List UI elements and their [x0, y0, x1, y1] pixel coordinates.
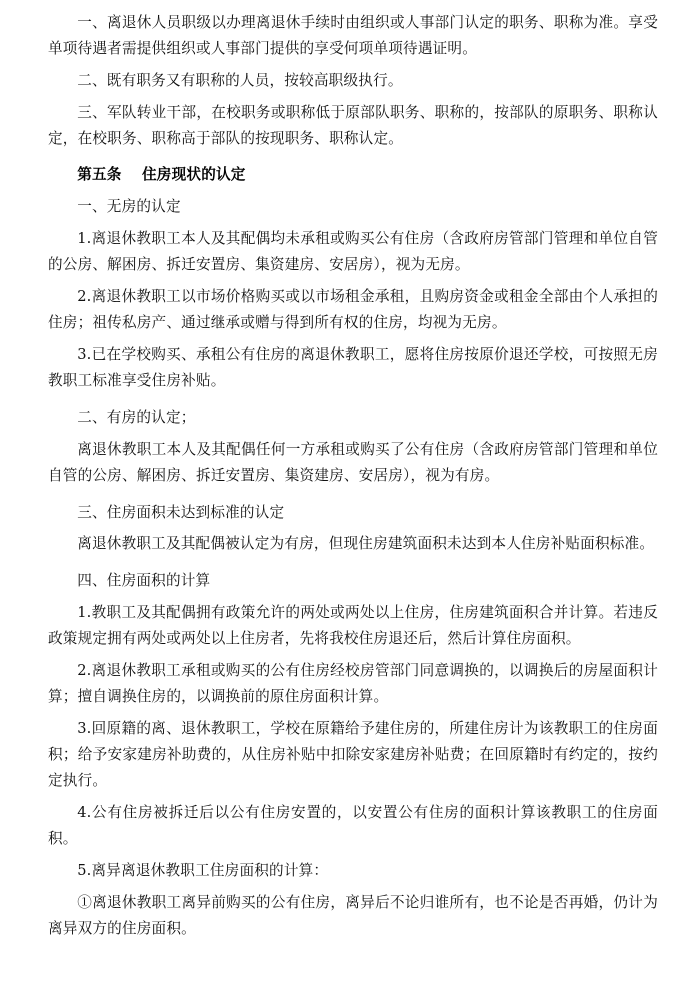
document-body [48, 10, 658, 942]
paragraph: 1.离退休教职工本人及其配偶均未承租或购买公有住房（含政府房管部门管理和单位自管的公房、解困房、拆迁安置房、集资建房、安居房），视为无房。 [48, 229, 658, 273]
section-number: 第五条 [77, 165, 122, 183]
spacer [48, 559, 658, 568]
subheading: 二、有房的认定； [77, 408, 196, 426]
paragraph: 3.已在学校购买、承租公有住房的离退休教职工，愿将住房按原价退还学校，可按照无房教职工标准享受住房补贴。 [48, 345, 658, 389]
paragraph: 4.公有住房被拆迁后以公有住房安置的，以安置公有住房的面积计算该教职工的住房面积。 [48, 804, 658, 848]
paragraph: 离退休教职工本人及其配偶任何一方承租或购买了公有住房（含政府房管部门管理和单位自管的公房、解困房、拆迁安置房、集资建房、安居房），视为有房。 [48, 440, 658, 484]
subheading: 一、无房的认定 [77, 197, 181, 215]
spacer [48, 491, 658, 500]
spacer [48, 396, 658, 405]
section-heading [48, 162, 658, 188]
paragraph: 三、军队转业干部，在校职务或职称低于原部队职务、职称的，按部队的原职务、职称认定，在校职务、职称高于部队的按现职务、职称认定。 [48, 103, 658, 147]
paragraph: 1.教职工及其配偶拥有政策允许的两处或两处以上住房，住房建筑面积合并计算。若违反政策规定拥有两处或两处以上住房者，先将我校住房退还后，然后计算住房面积。 [48, 604, 658, 648]
paragraph: 离退休教职工及其配偶被认定为有房，但现住房建筑面积未达到本人住房补贴面积标准。 [77, 535, 655, 553]
paragraph: 5.离异离退休教职工住房面积的计算： [77, 862, 329, 880]
section-title: 住房现状的认定 [142, 165, 246, 183]
paragraph: 3.回原籍的离、退休教职工，学校在原籍给予建住房的，所建住房计为该教职工的住房面积；给予安家建房补助费的，从住房补贴中扣除安家建房补贴费；在回原籍时有约定的，按约定执行。 [48, 720, 658, 790]
paragraph: 2.离退休教职工以市场价格购买或以市场租金承租，且购房资金或租金全部由个人承担的住房；祖传私房产、通过继承或赠与得到所有权的住房，均视为无房。 [48, 287, 658, 331]
paragraph: 一、离退休人员职级以办理离退休手续时由组织或人事部门认定的职务、职称为准。享受单项待遇者需提供组织或人事部门提供的享受何项单项待遇证明。 [48, 14, 658, 57]
paragraph: 二、既有职务又有职称的人员，按较高职级执行。 [77, 71, 403, 89]
subheading: 三、住房面积未达到标准的认定 [77, 503, 285, 521]
paragraph: ①离退休教职工离异前购买的公有住房，离异后不论归谁所有，也不论是否再婚，仍计为离异双方的住房面积。 [48, 894, 658, 938]
subheading: 四、住房面积的计算 [77, 572, 211, 590]
paragraph: 2.离退休教职工承租或购买的公有住房经校房管部门同意调换的，以调换后的房屋面积计算；擅自调换住房的，以调换前的原住房面积计算。 [48, 662, 658, 706]
